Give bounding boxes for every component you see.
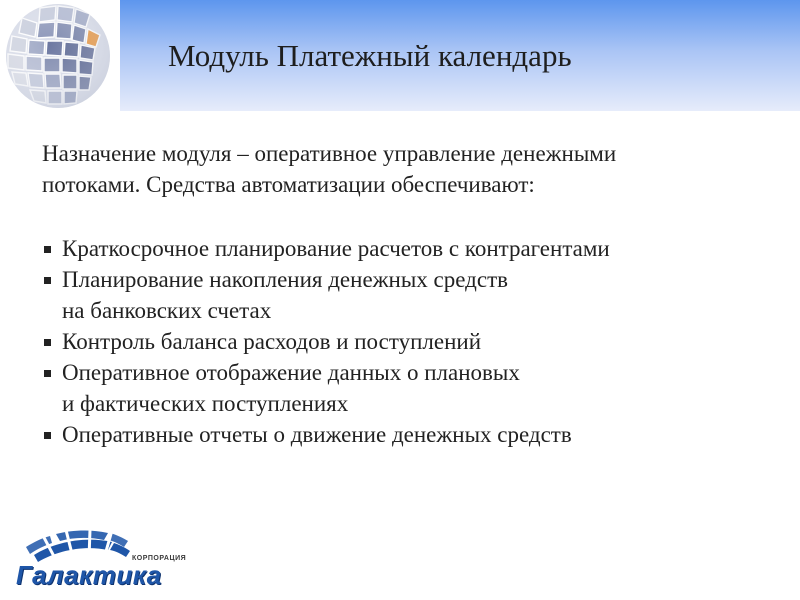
feature-text: Оперативные отчеты о движение денежных средств <box>62 422 572 447</box>
intro-line: потоками. Средства автоматизации обеспечивают: <box>42 172 535 197</box>
logo-wordmark: Галактика <box>16 560 162 590</box>
square-bullet-icon <box>44 432 51 439</box>
feature-text-continuation: на банковских счетах <box>62 298 272 323</box>
square-bullet-icon <box>44 246 51 253</box>
logo-corporation-label: КОРПОРАЦИЯ <box>132 555 187 562</box>
intro-line: Назначение модуля – оперативное управление денежными <box>42 141 617 166</box>
feature-item <box>42 233 762 264</box>
feature-list <box>42 233 762 450</box>
square-bullet-icon <box>44 339 51 346</box>
slide-title: Модуль Платежный календарь <box>168 38 572 73</box>
globe-logo <box>0 0 120 111</box>
feature-text: Планирование накопления денежных средств <box>62 267 508 292</box>
feature-item <box>42 264 762 326</box>
intro-paragraph <box>42 138 762 200</box>
slide-body <box>42 138 762 450</box>
feature-text: Оперативное отображение данных о плановых <box>62 360 520 385</box>
feature-text: Контроль баланса расходов и поступлений <box>62 329 482 354</box>
square-bullet-icon <box>44 277 51 284</box>
feature-text-continuation: и фактических поступлениях <box>62 391 349 416</box>
square-bullet-icon <box>44 370 51 377</box>
feature-item <box>42 357 762 419</box>
globe-icon <box>0 0 120 111</box>
feature-item <box>42 419 762 450</box>
feature-item <box>42 326 762 357</box>
feature-text: Краткосрочное планирование расчетов с контрагентами <box>62 236 610 261</box>
